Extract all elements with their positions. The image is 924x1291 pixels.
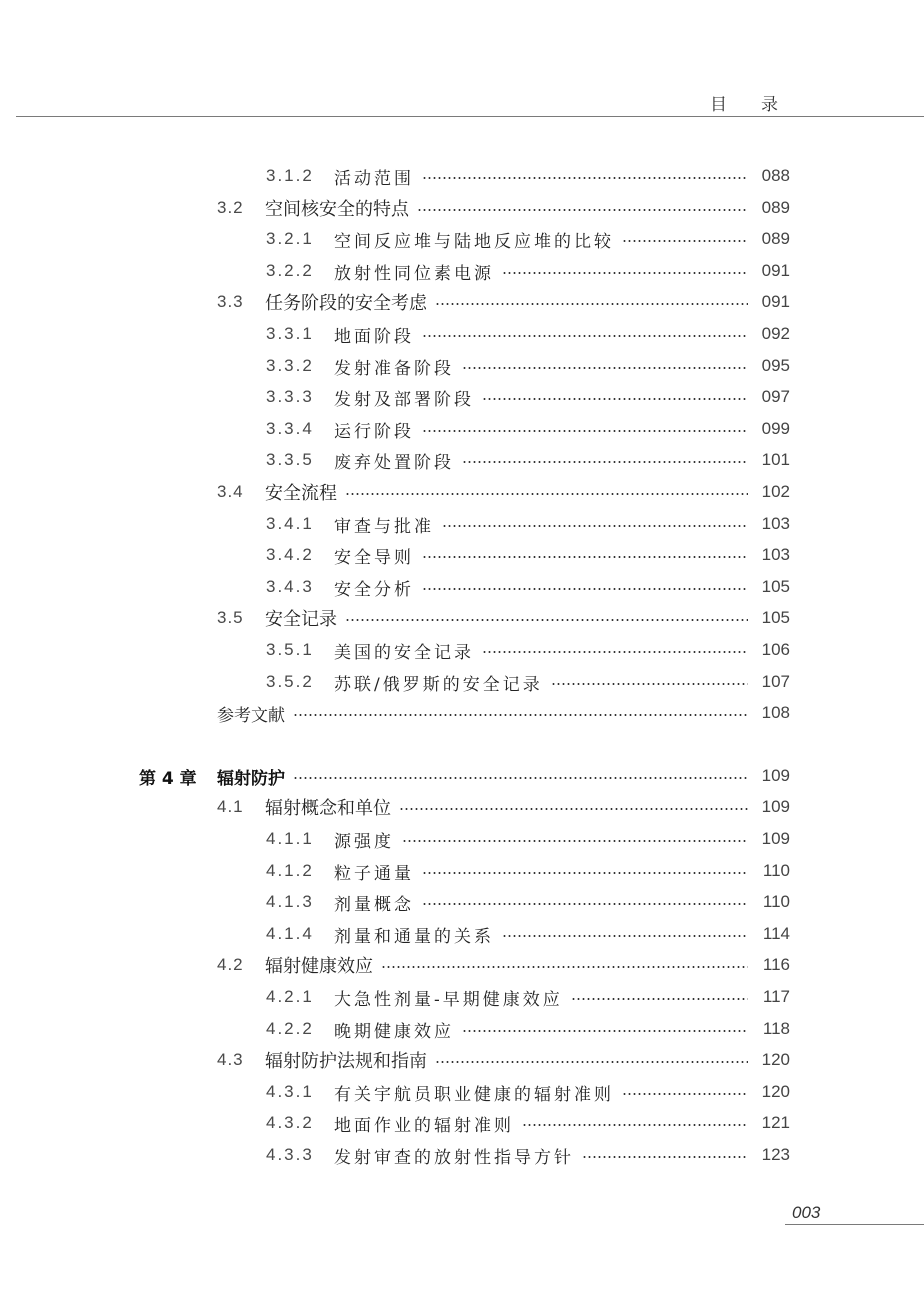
toc-entry-page: 121 <box>761 1113 790 1132</box>
toc-entry-number: 4.1.1 <box>266 829 314 848</box>
toc-entry-number: 3.4 <box>217 482 244 501</box>
toc-dot-leader <box>435 1061 748 1063</box>
toc-entry-number: 3.4.3 <box>266 577 314 596</box>
toc-section-entry <box>0 290 790 314</box>
toc-dot-leader <box>482 398 748 400</box>
toc-subsection-entry <box>0 638 790 662</box>
toc-entry-page: 105 <box>761 608 790 627</box>
toc-chapter-entry <box>0 764 790 788</box>
toc-dot-leader <box>345 493 748 495</box>
page-header-title: 目 录 <box>710 95 778 115</box>
toc-dot-leader <box>402 840 748 842</box>
toc-entry-number: 4.2.2 <box>266 1019 314 1038</box>
toc-entry-number: 3.5 <box>217 608 244 627</box>
toc-entry-number: 4.3.3 <box>266 1145 314 1164</box>
toc-entry-title: 美国的安全记录 <box>334 642 474 663</box>
toc-section-entry <box>0 196 790 220</box>
toc-entry-number: 4.3 <box>217 1050 244 1069</box>
toc-entry-title: 审查与批准 <box>334 516 434 537</box>
toc-entry-number: 3.5.2 <box>266 672 314 691</box>
toc-entry-title: 活动范围 <box>334 168 414 189</box>
toc-subsection-entry <box>0 827 790 851</box>
toc-dot-leader <box>622 1093 748 1095</box>
toc-entry-page: 092 <box>761 324 790 343</box>
toc-dot-leader <box>293 714 748 716</box>
toc-entry-number: 第 4 章 <box>139 768 197 789</box>
toc-entry-page: 099 <box>761 419 790 438</box>
toc-entry-title: 任务阶段的安全考虑 <box>265 293 427 314</box>
toc-entry-title: 辐射健康效应 <box>265 956 373 977</box>
toc-subsection-entry <box>0 1143 790 1167</box>
toc-entry-number: 4.1 <box>217 797 244 816</box>
toc-entry-title: 废弃处置阶段 <box>334 452 454 473</box>
toc-subsection-entry <box>0 1080 790 1104</box>
toc-entry-number: 4.3.1 <box>266 1082 314 1101</box>
toc-subsection-entry <box>0 259 790 283</box>
toc-subsection-entry <box>0 354 790 378</box>
toc-entry-number: 3.3.3 <box>266 387 314 406</box>
footer-divider <box>785 1224 924 1225</box>
toc-dot-leader <box>422 872 748 874</box>
toc-entry-number: 3.4.1 <box>266 514 314 533</box>
toc-entry-page: 103 <box>761 514 790 533</box>
toc-entry-title: 空间反应堆与陆地反应堆的比较 <box>334 231 614 252</box>
toc-section-entry <box>0 795 790 819</box>
toc-entry-number: 3.3.4 <box>266 419 314 438</box>
toc-entry-title: 苏联/俄罗斯的安全记录 <box>334 674 543 695</box>
toc-entry-number: 4.3.2 <box>266 1113 314 1132</box>
toc-entry-number: 4.2 <box>217 955 244 974</box>
toc-subsection-entry <box>0 1017 790 1041</box>
toc-entry-title: 运行阶段 <box>334 421 414 442</box>
toc-entry-page: 120 <box>761 1050 790 1069</box>
toc-dot-leader <box>422 177 748 179</box>
toc-entry-title: 放射性同位素电源 <box>334 263 494 284</box>
toc-entry-page: 106 <box>761 640 790 659</box>
toc-entry-number: 3.3 <box>217 292 244 311</box>
toc-subsection-entry <box>0 164 790 188</box>
toc-entry-page: 116 <box>762 955 790 974</box>
toc-entry-page: 109 <box>761 766 790 785</box>
toc-entry-title: 辐射防护 <box>217 768 285 789</box>
toc-entry-page: 107 <box>761 672 790 691</box>
toc-entry-title: 大急性剂量-早期健康效应 <box>334 989 563 1010</box>
toc-entry-page: 102 <box>761 482 790 501</box>
toc-dot-leader <box>422 903 748 905</box>
toc-dot-leader <box>422 556 748 558</box>
toc-entry-number: 3.4.2 <box>266 545 314 564</box>
toc-dot-leader <box>551 683 748 685</box>
toc-entry-number: 3.2.1 <box>266 229 314 248</box>
toc-entry-title: 有关宇航员职业健康的辐射准则 <box>334 1084 614 1105</box>
header-divider <box>16 116 924 117</box>
toc-entry-title: 发射及部署阶段 <box>334 389 474 410</box>
toc-entry-title: 安全记录 <box>265 609 337 630</box>
toc-section-entry <box>0 606 790 630</box>
toc-section-entry <box>0 480 790 504</box>
toc-entry-page: 109 <box>761 797 790 816</box>
toc-subsection-entry <box>0 417 790 441</box>
toc-entry-title: 剂量概念 <box>334 894 414 915</box>
toc-dot-leader <box>442 525 748 527</box>
toc-entry-page: 118 <box>762 1019 790 1038</box>
toc-entry-number: 4.1.3 <box>266 892 314 911</box>
toc-entry-number: 4.1.4 <box>266 924 314 943</box>
toc-entry-page: 088 <box>761 166 790 185</box>
toc-dot-leader <box>571 998 748 1000</box>
toc-entry-title: 参考文献 <box>217 705 285 726</box>
toc-dot-leader <box>582 1156 748 1158</box>
toc-subsection-entry <box>0 890 790 914</box>
toc-entry-number: 3.3.5 <box>266 450 314 469</box>
toc-entry-page: 091 <box>761 261 790 280</box>
toc-entry-page: 117 <box>762 987 790 1006</box>
toc-entry-title: 辐射防护法规和指南 <box>265 1051 427 1072</box>
toc-dot-leader <box>381 966 748 968</box>
toc-subsection-entry <box>0 322 790 346</box>
toc-entry-title: 源强度 <box>334 831 394 852</box>
toc-entry-page: 091 <box>761 292 790 311</box>
toc-dot-leader <box>502 272 748 274</box>
toc-entry-page: 097 <box>761 387 790 406</box>
toc-entry-title: 空间核安全的特点 <box>265 199 409 220</box>
toc-dot-leader <box>462 461 748 463</box>
toc-entry-number: 4.2.1 <box>266 987 314 1006</box>
toc-entry-page: 089 <box>761 198 790 217</box>
toc-entry-title: 安全分析 <box>334 579 414 600</box>
toc-entry-page: 114 <box>762 924 790 943</box>
toc-dot-leader <box>435 303 748 305</box>
toc-section-entry <box>0 1048 790 1072</box>
toc-entry-page: 101 <box>761 450 790 469</box>
toc-entry-title: 地面作业的辐射准则 <box>334 1115 514 1136</box>
toc-dot-leader <box>422 430 748 432</box>
toc-entry-title: 发射准备阶段 <box>334 358 454 379</box>
toc-entry-page: 123 <box>761 1145 790 1164</box>
toc-entry-title: 粒子通量 <box>334 863 414 884</box>
toc-entry-title: 地面阶段 <box>334 326 414 347</box>
toc-entry-number: 4.1.2 <box>266 861 314 880</box>
toc-entry-page: 110 <box>762 892 790 911</box>
toc-dot-leader <box>422 335 748 337</box>
toc-dot-leader <box>399 808 748 810</box>
toc-entry-page: 120 <box>761 1082 790 1101</box>
toc-references-entry <box>0 701 790 725</box>
toc-subsection-entry <box>0 859 790 883</box>
toc-entry-title: 剂量和通量的关系 <box>334 926 494 947</box>
toc-entry-page: 108 <box>761 703 790 722</box>
toc-entry-page: 109 <box>761 829 790 848</box>
toc-entry-page: 110 <box>762 861 790 880</box>
toc-entry-title: 辐射概念和单位 <box>265 798 391 819</box>
toc-entry-title: 晚期健康效应 <box>334 1021 454 1042</box>
toc-dot-leader <box>482 651 748 653</box>
toc-subsection-entry <box>0 575 790 599</box>
toc-entry-page: 089 <box>761 229 790 248</box>
toc-entry-number: 3.2 <box>217 198 244 217</box>
toc-subsection-entry <box>0 985 790 1009</box>
toc-entry-page: 105 <box>761 577 790 596</box>
toc-entry-number: 3.3.2 <box>266 356 314 375</box>
toc-dot-leader <box>622 240 748 242</box>
toc-dot-leader <box>422 588 748 590</box>
toc-subsection-entry <box>0 448 790 472</box>
toc-subsection-entry <box>0 543 790 567</box>
toc-dot-leader <box>417 209 748 211</box>
page-number: 003 <box>792 1203 821 1222</box>
toc-subsection-entry <box>0 922 790 946</box>
toc-subsection-entry <box>0 512 790 536</box>
toc-entry-number: 3.3.1 <box>266 324 314 343</box>
toc-dot-leader <box>462 367 748 369</box>
toc-entry-number: 3.1.2 <box>266 166 314 185</box>
toc-subsection-entry <box>0 385 790 409</box>
toc-dot-leader <box>345 619 748 621</box>
toc-section-entry <box>0 953 790 977</box>
toc-dot-leader <box>502 935 748 937</box>
toc-subsection-entry <box>0 670 790 694</box>
toc-entry-title: 安全导则 <box>334 547 414 568</box>
toc-entry-title: 发射审查的放射性指导方针 <box>334 1147 574 1168</box>
toc-entry-number: 3.5.1 <box>266 640 314 659</box>
toc-dot-leader <box>522 1124 748 1126</box>
toc-dot-leader <box>293 777 748 779</box>
toc-subsection-entry <box>0 227 790 251</box>
toc-entry-number: 3.2.2 <box>266 261 314 280</box>
toc-entry-title: 安全流程 <box>265 483 337 504</box>
toc-entry-page: 095 <box>761 356 790 375</box>
toc-dot-leader <box>462 1030 748 1032</box>
toc-subsection-entry <box>0 1111 790 1135</box>
toc-entry-page: 103 <box>761 545 790 564</box>
